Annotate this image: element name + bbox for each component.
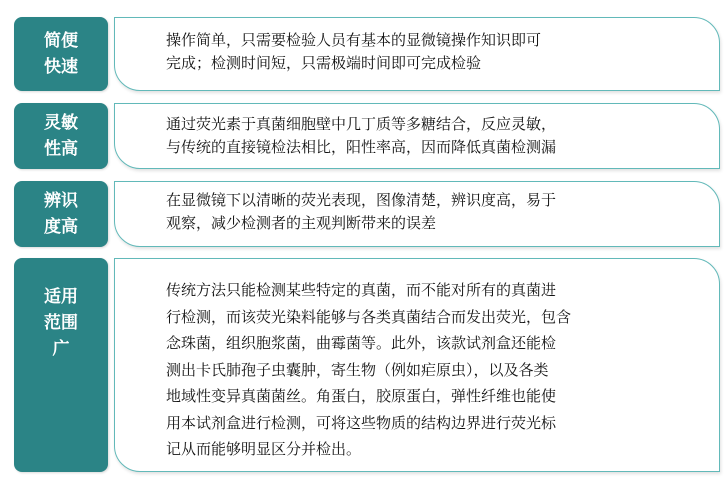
description-line: 完成；检测时间短，只需极端时间即可完成检验: [166, 54, 482, 72]
feature-label-line: 快速: [44, 57, 78, 77]
description-line: 行检测，而该荧光染料能够与各类真菌结合而发出荧光，包含: [166, 307, 572, 326]
feature-label-line: 简便: [44, 31, 78, 51]
description-line: 用本试剂盒进行检测，可将这些物质的结构边界进行荧光标: [166, 413, 557, 432]
description-line: 与传统的直接镜检法相比，阳性率高，因而降低真菌检测漏: [166, 138, 557, 156]
feature-description: [166, 189, 556, 235]
description-line: 在显微镜下以清晰的荧光表现，图像清楚，辨识度高，易于: [166, 191, 557, 209]
feature-label-line: 广: [52, 339, 70, 359]
description-line: 传统方法只能检测某些特定的真菌，而不能对所有的真菌进: [166, 281, 557, 299]
feature-label: [14, 103, 108, 169]
feature-label-line: 灵敏: [44, 113, 78, 133]
feature-description: [166, 277, 571, 463]
description-line: 地域性变异真菌菌丝。角蛋白，胶原蛋白，弹性纤维也能使: [166, 387, 557, 405]
feature-description: [166, 29, 541, 75]
description-line: 念珠菌，组织胞浆菌，曲霉菌等。此外，该款试剂盒还能检: [166, 334, 557, 352]
feature-label: [14, 17, 108, 91]
description-line: 观察，减少检测者的主观判断带来的误差: [166, 214, 437, 232]
description-line: 记从而能够明显区分并检出。: [166, 440, 362, 458]
description-line: 测出卡氏肺孢子虫囊肿，寄生物（例如疟原虫），以及各类: [166, 360, 549, 379]
feature-label-line: 辨识: [44, 191, 78, 211]
description-line: 通过荧光素于真菌细胞壁中几丁质等多糖结合，反应灵敏，: [166, 115, 557, 133]
feature-label-line: 度高: [44, 217, 78, 237]
description-line: 操作简单，只需要检验人员有基本的显微镜操作知识即可: [166, 31, 542, 49]
feature-label: [14, 181, 108, 247]
feature-label-line: 适用: [44, 287, 78, 307]
feature-description: [166, 113, 556, 159]
feature-label-line: 性高: [44, 139, 78, 159]
feature-label: [14, 258, 108, 472]
feature-label-line: 范围: [44, 313, 78, 333]
